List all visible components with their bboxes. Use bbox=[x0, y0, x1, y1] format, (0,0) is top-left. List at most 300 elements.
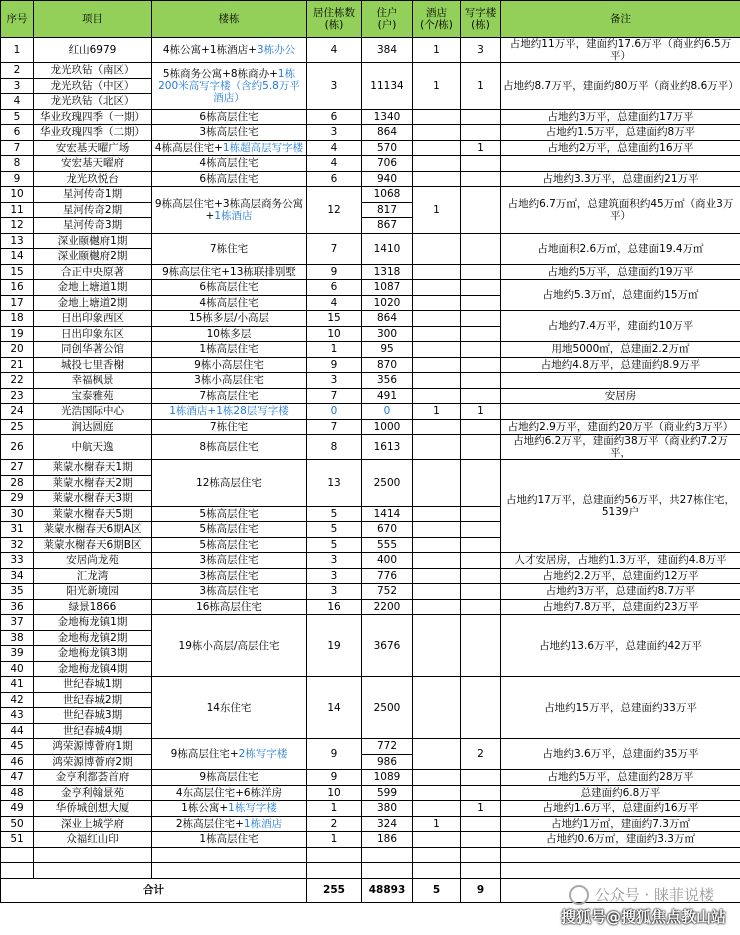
cell-no: 2 bbox=[1, 63, 34, 79]
cell-project: 光浩国际中心 bbox=[34, 404, 152, 420]
cell-no: 27 bbox=[1, 460, 34, 476]
table-row bbox=[1, 63, 740, 79]
cell-no: 24 bbox=[1, 404, 34, 420]
cell-buildings bbox=[152, 460, 307, 507]
cell-no: 43 bbox=[1, 708, 34, 724]
cell-note: 占地约1万㎡，建面约7.3万㎡ bbox=[501, 816, 740, 832]
cell-residential: 12 bbox=[307, 187, 362, 234]
cell-project: 日出印象西区 bbox=[34, 311, 152, 327]
cell-no: 46 bbox=[1, 754, 34, 770]
cell-buildings bbox=[152, 38, 307, 63]
buildings-text: 9栋高层住宅+3栋高层商务公寓+ bbox=[154, 197, 304, 222]
cell-project: 金地梅龙镇1期 bbox=[34, 615, 152, 631]
cell-hotel bbox=[413, 171, 461, 187]
cell-residential: 10 bbox=[307, 326, 362, 342]
cell-project bbox=[34, 863, 152, 879]
cell-note: 占地约3.6万平，总建面约35万平 bbox=[501, 739, 740, 770]
buildings-text: 9栋高层住宅+13栋联排别墅 bbox=[162, 265, 296, 278]
cell-households: 324 bbox=[362, 816, 413, 832]
table-row bbox=[1, 801, 740, 817]
buildings-text: 3栋高层住宅 bbox=[199, 569, 259, 582]
cell-residential: 5 bbox=[307, 506, 362, 522]
cell-no: 39 bbox=[1, 646, 34, 662]
watermark-sohu: 搜狐号@搜狐焦点教山站 bbox=[560, 908, 726, 926]
table-row bbox=[1, 156, 740, 172]
cell-no: 38 bbox=[1, 630, 34, 646]
table-row bbox=[1, 553, 740, 569]
cell-note: 占地约5.3万㎡，总建面约15万㎡ bbox=[501, 280, 740, 311]
cell-office bbox=[461, 599, 501, 615]
cell-note: 占地约17万平，总建面约56万平，共27栋住宅，5139户 bbox=[501, 460, 740, 553]
cell-note: 占地约1.6万平，总建面约16万平 bbox=[501, 801, 740, 817]
total-label: 合计 bbox=[1, 878, 307, 902]
cell-hotel bbox=[413, 373, 461, 389]
cell-project: 华侨城创想大厦 bbox=[34, 801, 152, 817]
cell-office bbox=[461, 326, 501, 342]
cell-buildings bbox=[152, 109, 307, 125]
buildings-text: 3栋高层住宅 bbox=[199, 585, 259, 598]
cell-households: 2500 bbox=[362, 460, 413, 507]
cell-households: 1613 bbox=[362, 435, 413, 460]
buildings-text: 6栋高层住宅 bbox=[199, 172, 259, 185]
table-row bbox=[1, 404, 740, 420]
cell-note: 占地约7.8万平，总建面约23万平 bbox=[501, 599, 740, 615]
cell-residential: 9 bbox=[307, 264, 362, 280]
cell-buildings bbox=[152, 506, 307, 522]
cell-residential: 4 bbox=[307, 295, 362, 311]
cell-office bbox=[461, 584, 501, 600]
cell-office bbox=[461, 109, 501, 125]
cell-buildings bbox=[152, 280, 307, 296]
buildings-highlight: 1栋酒店+1栋28层写字楼 bbox=[169, 405, 289, 418]
cell-project: 金亨利翰景苑 bbox=[34, 785, 152, 801]
cell-households: 867 bbox=[362, 218, 413, 234]
cell-office: 1 bbox=[461, 140, 501, 156]
cell-office bbox=[461, 506, 501, 522]
cell-households: 864 bbox=[362, 125, 413, 141]
cell-hotel bbox=[413, 568, 461, 584]
cell-project: 深业颐樾府2期 bbox=[34, 249, 152, 265]
cell-no: 9 bbox=[1, 171, 34, 187]
cell-project: 世纪春城4期 bbox=[34, 723, 152, 739]
cell-buildings bbox=[152, 156, 307, 172]
buildings-text: 4栋高层住宅 bbox=[199, 157, 259, 170]
cell-buildings bbox=[152, 264, 307, 280]
buildings-text: 9栋高层住宅 bbox=[199, 771, 259, 784]
cell-project: 金地上塘道2期 bbox=[34, 295, 152, 311]
cell-note: 占地约3万平，总建面约8.7万平 bbox=[501, 584, 740, 600]
cell-hotel bbox=[413, 677, 461, 739]
cell-residential: 7 bbox=[307, 419, 362, 435]
buildings-text: 4东高层住宅+6栋洋房 bbox=[175, 786, 283, 799]
cell-office bbox=[461, 847, 501, 863]
watermark-text-1: 公众号 · 睐菲说楼 bbox=[594, 885, 714, 904]
cell-no: 21 bbox=[1, 357, 34, 373]
cell-office: 2 bbox=[461, 739, 501, 770]
cell-note bbox=[501, 373, 740, 389]
buildings-highlight: 1栋酒店 bbox=[214, 209, 253, 222]
cell-no bbox=[1, 847, 34, 863]
cell-office bbox=[461, 233, 501, 264]
cell-residential: 0 bbox=[307, 404, 362, 420]
table-row bbox=[1, 677, 740, 693]
cell-households: 384 bbox=[362, 38, 413, 63]
cell-residential: 9 bbox=[307, 739, 362, 770]
cell-no: 44 bbox=[1, 723, 34, 739]
cell-office bbox=[461, 295, 501, 311]
cell-buildings bbox=[152, 404, 307, 420]
buildings-highlight: 3栋办公 bbox=[256, 44, 296, 56]
cell-households: 1068 bbox=[362, 187, 413, 203]
cell-buildings bbox=[152, 388, 307, 404]
cell-buildings bbox=[152, 373, 307, 389]
cell-no bbox=[1, 863, 34, 879]
cell-buildings bbox=[152, 295, 307, 311]
cell-hotel bbox=[413, 615, 461, 677]
table-row bbox=[1, 832, 740, 848]
cell-no: 33 bbox=[1, 553, 34, 569]
cell-residential: 3 bbox=[307, 553, 362, 569]
table-row bbox=[1, 584, 740, 600]
cell-no: 23 bbox=[1, 388, 34, 404]
cell-project: 安宏基天曜广场 bbox=[34, 140, 152, 156]
total-hotel: 5 bbox=[413, 878, 461, 902]
cell-note: 占地约4.8万平，总建面约8.9万平 bbox=[501, 357, 740, 373]
cell-households: 986 bbox=[362, 754, 413, 770]
cell-residential: 1 bbox=[307, 801, 362, 817]
table-row bbox=[1, 785, 740, 801]
cell-households: 752 bbox=[362, 584, 413, 600]
cell-no: 18 bbox=[1, 311, 34, 327]
cell-buildings bbox=[152, 311, 307, 327]
buildings-highlight: 1栋200米高写字楼（含约5.8万平酒店） bbox=[158, 67, 300, 104]
cell-hotel bbox=[413, 770, 461, 786]
cell-note: 占地约5万平，总建面约19万平 bbox=[501, 264, 740, 280]
cell-households: 772 bbox=[362, 739, 413, 755]
cell-households: 1318 bbox=[362, 264, 413, 280]
cell-office bbox=[461, 785, 501, 801]
cell-note: 占地约2.2万平，总建面约12万平 bbox=[501, 568, 740, 584]
header-office: 写字楼 (栋) bbox=[461, 1, 501, 38]
cell-project: 星河传奇1期 bbox=[34, 187, 152, 203]
cell-project: 龙光玖钻（中区） bbox=[34, 78, 152, 94]
table-row bbox=[1, 280, 740, 296]
cell-office bbox=[461, 816, 501, 832]
table-row bbox=[1, 125, 740, 141]
cell-office bbox=[461, 125, 501, 141]
cell-note: 占地约6.2万平，建面约38万平（商业约7.2万平， bbox=[501, 435, 740, 460]
buildings-highlight: 1栋超高层写字楼 bbox=[222, 141, 304, 154]
cell-no: 15 bbox=[1, 264, 34, 280]
table-row bbox=[1, 187, 740, 203]
cell-no: 19 bbox=[1, 326, 34, 342]
cell-households: 400 bbox=[362, 553, 413, 569]
cell-hotel bbox=[413, 125, 461, 141]
cell-households: 555 bbox=[362, 537, 413, 553]
cell-households: 1414 bbox=[362, 506, 413, 522]
cell-note: 占地约3.3万平，总建面约21万平 bbox=[501, 171, 740, 187]
header-households: 住户 (户) bbox=[362, 1, 413, 38]
cell-households: 706 bbox=[362, 156, 413, 172]
cell-note: 安居房 bbox=[501, 388, 740, 404]
cell-buildings bbox=[152, 739, 307, 770]
cell-residential: 5 bbox=[307, 522, 362, 538]
cell-no: 12 bbox=[1, 218, 34, 234]
cell-buildings bbox=[152, 785, 307, 801]
cell-residential: 16 bbox=[307, 599, 362, 615]
cell-buildings bbox=[152, 357, 307, 373]
cell-office bbox=[461, 373, 501, 389]
cell-office: 1 bbox=[461, 404, 501, 420]
cell-project: 安居尚龙苑 bbox=[34, 553, 152, 569]
cell-hotel bbox=[413, 156, 461, 172]
cell-residential: 3 bbox=[307, 63, 362, 110]
header-project: 项目 bbox=[34, 1, 152, 38]
cell-no: 47 bbox=[1, 770, 34, 786]
cell-no: 40 bbox=[1, 661, 34, 677]
cell-residential: 1 bbox=[307, 342, 362, 358]
cell-note bbox=[501, 156, 740, 172]
cell-residential: 3 bbox=[307, 584, 362, 600]
cell-office bbox=[461, 770, 501, 786]
cell-no: 30 bbox=[1, 506, 34, 522]
cell-hotel bbox=[413, 357, 461, 373]
cell-buildings bbox=[152, 537, 307, 553]
buildings-text: 7栋住宅 bbox=[209, 420, 249, 433]
table-row bbox=[1, 342, 740, 358]
table-row bbox=[1, 419, 740, 435]
header-buildings: 楼栋 bbox=[152, 1, 307, 38]
cell-no: 35 bbox=[1, 584, 34, 600]
cell-buildings bbox=[152, 140, 307, 156]
cell-households: 356 bbox=[362, 373, 413, 389]
total-office: 9 bbox=[461, 878, 501, 902]
cell-project: 绿景1866 bbox=[34, 599, 152, 615]
cell-project: 龙光玖钻（北区） bbox=[34, 94, 152, 110]
cell-note: 占地约7.4万平，建面约10万平 bbox=[501, 311, 740, 342]
cell-hotel: 1 bbox=[413, 187, 461, 234]
cell-no: 6 bbox=[1, 125, 34, 141]
cell-hotel bbox=[413, 522, 461, 538]
cell-note: 占地约0.6万㎡，建面约3.3万㎡ bbox=[501, 832, 740, 848]
cell-hotel bbox=[413, 295, 461, 311]
cell-no: 20 bbox=[1, 342, 34, 358]
cell-households: 2500 bbox=[362, 677, 413, 739]
cell-project: 红山6979 bbox=[34, 38, 152, 63]
cell-office bbox=[461, 156, 501, 172]
cell-project: 鸿荣源博薈府1期 bbox=[34, 739, 152, 755]
cell-households: 300 bbox=[362, 326, 413, 342]
cell-hotel bbox=[413, 832, 461, 848]
cell-households: 3676 bbox=[362, 615, 413, 677]
cell-note: 占地约15万平，总建面约33万平 bbox=[501, 677, 740, 739]
table-row bbox=[1, 770, 740, 786]
cell-residential: 5 bbox=[307, 537, 362, 553]
buildings-text: 3栋高层住宅 bbox=[199, 554, 259, 567]
header-row bbox=[1, 1, 740, 38]
cell-project: 华业玫瑰四季（一期） bbox=[34, 109, 152, 125]
cell-note: 用地5000㎡，总建面2.2万㎡ bbox=[501, 342, 740, 358]
header-residential: 居住栋数 (栋) bbox=[307, 1, 362, 38]
cell-hotel bbox=[413, 233, 461, 264]
cell-office bbox=[461, 435, 501, 460]
cell-residential: 14 bbox=[307, 677, 362, 739]
cell-households: 599 bbox=[362, 785, 413, 801]
buildings-text: 12栋高层住宅 bbox=[196, 476, 262, 489]
cell-hotel bbox=[413, 419, 461, 435]
cell-project: 安宏基天曜府 bbox=[34, 156, 152, 172]
cell-no: 3 bbox=[1, 78, 34, 94]
total-residential: 255 bbox=[307, 878, 362, 902]
buildings-text: 1栋公寓+ bbox=[181, 802, 229, 815]
cell-project: 龙光玖钻（南区） bbox=[34, 63, 152, 79]
cell-project: 润达圆庭 bbox=[34, 419, 152, 435]
cell-project: 世纪春城1期 bbox=[34, 677, 152, 693]
cell-no: 36 bbox=[1, 599, 34, 615]
buildings-text: 5栋高层住宅 bbox=[199, 507, 259, 520]
cell-hotel bbox=[413, 460, 461, 507]
cell-buildings bbox=[152, 615, 307, 677]
cell-project: 众福红山印 bbox=[34, 832, 152, 848]
cell-hotel bbox=[413, 388, 461, 404]
cell-residential: 7 bbox=[307, 388, 362, 404]
cell-residential: 3 bbox=[307, 125, 362, 141]
cell-no: 51 bbox=[1, 832, 34, 848]
cell-residential: 15 bbox=[307, 311, 362, 327]
cell-project: 合正中央原著 bbox=[34, 264, 152, 280]
watermark-wechat bbox=[569, 884, 714, 906]
cell-note: 占地约2万平，总建面约16万平 bbox=[501, 140, 740, 156]
cell-buildings bbox=[152, 125, 307, 141]
table-row bbox=[1, 615, 740, 631]
cell-hotel: 1 bbox=[413, 404, 461, 420]
cell-no: 17 bbox=[1, 295, 34, 311]
table-row bbox=[1, 460, 740, 476]
cell-project: 莱蒙水榭春天1期 bbox=[34, 460, 152, 476]
buildings-text: 4栋公寓+1栋酒店+ bbox=[162, 44, 257, 56]
cell-project: 莱蒙水榭春天6期B区 bbox=[34, 537, 152, 553]
cell-households: 1340 bbox=[362, 109, 413, 125]
cell-residential: 1 bbox=[307, 832, 362, 848]
cell-project: 深业上城学府 bbox=[34, 816, 152, 832]
cell-buildings bbox=[152, 419, 307, 435]
cell-residential: 13 bbox=[307, 460, 362, 507]
cell-office bbox=[461, 832, 501, 848]
buildings-text: 7栋住宅 bbox=[209, 242, 249, 255]
cell-note: 人才安居房，占地约1.3万平，建面约4.8万平 bbox=[501, 553, 740, 569]
table-row bbox=[1, 435, 740, 460]
cell-hotel bbox=[413, 342, 461, 358]
cell-note: 占地约3万平，总建面约17万平 bbox=[501, 109, 740, 125]
cell-buildings bbox=[152, 677, 307, 739]
cell-project: 幸福枫景 bbox=[34, 373, 152, 389]
buildings-text: 4栋高层住宅+ bbox=[154, 141, 223, 154]
cell-buildings bbox=[152, 553, 307, 569]
cell-no: 7 bbox=[1, 140, 34, 156]
cell-project: 金地上塘道1期 bbox=[34, 280, 152, 296]
cell-buildings bbox=[152, 770, 307, 786]
cell-residential: 6 bbox=[307, 171, 362, 187]
cell-office bbox=[461, 311, 501, 327]
cell-office bbox=[461, 419, 501, 435]
table-row bbox=[1, 38, 740, 63]
cell-hotel bbox=[413, 599, 461, 615]
cell-project: 鸿荣源博薈府2期 bbox=[34, 754, 152, 770]
cell-no: 41 bbox=[1, 677, 34, 693]
buildings-text: 9栋高层住宅+ bbox=[170, 748, 239, 760]
cell-households bbox=[362, 863, 413, 879]
cell-no: 1 bbox=[1, 38, 34, 63]
cell-residential: 8 bbox=[307, 435, 362, 460]
cell-office bbox=[461, 264, 501, 280]
cell-office bbox=[461, 615, 501, 677]
cell-office bbox=[461, 171, 501, 187]
cell-no: 28 bbox=[1, 475, 34, 491]
cell-households: 11134 bbox=[362, 63, 413, 110]
cell-note: 占地约6.7万㎡，总建筑面积约45万㎡（商业3万平） bbox=[501, 187, 740, 234]
cell-no: 31 bbox=[1, 522, 34, 538]
cell-households: 1089 bbox=[362, 770, 413, 786]
buildings-text: 5栋高层住宅 bbox=[199, 523, 259, 536]
cell-hotel bbox=[413, 739, 461, 770]
cell-project: 日出印象东区 bbox=[34, 326, 152, 342]
cell-hotel bbox=[413, 584, 461, 600]
cell-hotel bbox=[413, 280, 461, 296]
table-row bbox=[1, 816, 740, 832]
cell-note: 占地约2.9万平，建面约20万平（商业约3万平） bbox=[501, 419, 740, 435]
buildings-text: 8栋高层住宅 bbox=[199, 441, 259, 453]
cell-buildings bbox=[152, 863, 307, 879]
cell-hotel bbox=[413, 435, 461, 460]
cell-residential: 7 bbox=[307, 233, 362, 264]
table-row bbox=[1, 847, 740, 863]
cell-hotel: 1 bbox=[413, 816, 461, 832]
cell-no: 14 bbox=[1, 249, 34, 265]
cell-no: 8 bbox=[1, 156, 34, 172]
cell-no: 37 bbox=[1, 615, 34, 631]
cell-no: 22 bbox=[1, 373, 34, 389]
buildings-text: 2栋高层住宅+ bbox=[175, 817, 244, 830]
cell-project: 世纪春城2期 bbox=[34, 692, 152, 708]
cell-no: 45 bbox=[1, 739, 34, 755]
cell-no: 26 bbox=[1, 435, 34, 460]
cell-buildings bbox=[152, 233, 307, 264]
table-row bbox=[1, 171, 740, 187]
buildings-text: 6栋高层住宅 bbox=[199, 281, 259, 294]
cell-note: 占地约5万平，总建面约28万平 bbox=[501, 770, 740, 786]
cell-households: 186 bbox=[362, 832, 413, 848]
buildings-text: 6栋高层住宅 bbox=[199, 110, 259, 123]
total-households: 48893 bbox=[362, 878, 413, 902]
cell-office bbox=[461, 342, 501, 358]
cell-note: 占地约11万平，建面约17.6万平（商业约6.5万平） bbox=[501, 38, 740, 63]
cell-hotel bbox=[413, 537, 461, 553]
cell-hotel bbox=[413, 553, 461, 569]
cell-project: 宝泰雅苑 bbox=[34, 388, 152, 404]
cell-residential: 4 bbox=[307, 38, 362, 63]
cell-project: 莱蒙水榭春天3期 bbox=[34, 491, 152, 507]
cell-residential bbox=[307, 847, 362, 863]
cell-hotel bbox=[413, 140, 461, 156]
cell-note: 总建面约6.8万平 bbox=[501, 785, 740, 801]
cell-households: 570 bbox=[362, 140, 413, 156]
cell-office bbox=[461, 677, 501, 739]
cell-residential: 6 bbox=[307, 280, 362, 296]
cell-project: 星河传奇2期 bbox=[34, 202, 152, 218]
cell-households: 1410 bbox=[362, 233, 413, 264]
wechat-icon bbox=[569, 885, 589, 905]
cell-households: 1087 bbox=[362, 280, 413, 296]
